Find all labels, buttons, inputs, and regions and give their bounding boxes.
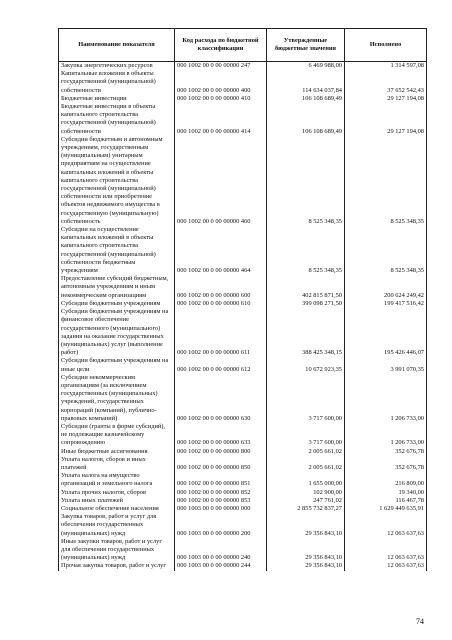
row-approved: 114 634 037,84 bbox=[267, 70, 345, 95]
row-code: 000 1003 00 0 00 00000 200 bbox=[175, 513, 267, 538]
row-code: 000 1003 00 0 00 00000 244 bbox=[175, 562, 267, 570]
row-approved: 29 356 843,10 bbox=[267, 513, 345, 538]
row-name: Закупка товаров, работ и услуг для обеспечения государственных (муниципальных) нужд bbox=[59, 513, 175, 538]
row-name: Бюджетные инвестиции bbox=[59, 95, 175, 103]
row-executed: 8 525 348,35 bbox=[345, 226, 427, 275]
row-approved: 2 005 661,02 bbox=[267, 448, 345, 456]
row-executed: 352 676,78 bbox=[345, 448, 427, 456]
table-row bbox=[59, 562, 427, 570]
row-approved: 106 108 689,49 bbox=[267, 95, 345, 103]
row-code: 000 1002 00 0 00 00000 410 bbox=[175, 95, 267, 103]
row-approved: 2 005 661,02 bbox=[267, 456, 345, 472]
row-executed: 12 063 637,63 bbox=[345, 538, 427, 563]
row-approved: 8 525 348,35 bbox=[267, 226, 345, 275]
row-name: Закупка энергетических ресурсов bbox=[59, 62, 175, 71]
row-code: 000 1002 00 0 00 00000 247 bbox=[175, 62, 267, 71]
table-row bbox=[59, 70, 427, 95]
row-code: 000 1002 00 0 00 00000 853 bbox=[175, 497, 267, 505]
header-indicator-name: Наименование показателя bbox=[59, 29, 175, 62]
row-executed: 12 063 637,63 bbox=[345, 562, 427, 570]
table-row bbox=[59, 300, 427, 308]
table-body bbox=[59, 62, 427, 571]
table-row bbox=[59, 489, 427, 497]
row-code: 000 1002 00 0 00 00000 460 bbox=[175, 136, 267, 226]
row-name: Иные бюджетные ассигнования bbox=[59, 448, 175, 456]
row-code: 000 1002 00 0 00 00000 464 bbox=[175, 226, 267, 275]
row-executed: 29 127 194,08 bbox=[345, 95, 427, 103]
row-name: Иные закупки товаров, работ и услуг для обеспечения государственных (муниципальных) нужд bbox=[59, 538, 175, 563]
row-executed: 199 417 516,42 bbox=[345, 300, 427, 308]
row-name: Прочая закупка товаров, работ и услуг bbox=[59, 562, 175, 570]
row-approved: 388 425 348,15 bbox=[267, 308, 345, 357]
row-name: Уплата прочих налогов, сборов bbox=[59, 489, 175, 497]
row-approved: 399 098 271,50 bbox=[267, 300, 345, 308]
row-executed: 200 624 249,42 bbox=[345, 275, 427, 300]
row-name: Уплата налога на имущество организаций и земельного налога bbox=[59, 472, 175, 488]
row-executed: 1 206 733,00 bbox=[345, 374, 427, 423]
row-executed: 3 991 070,35 bbox=[345, 357, 427, 373]
row-approved: 6 469 988,00 bbox=[267, 62, 345, 71]
row-name: Уплата налогов, сборов и иных платежей bbox=[59, 456, 175, 472]
row-name: Капитальные вложения в объекты государственной (муниципальной) собственности bbox=[59, 70, 175, 95]
row-code: 000 1002 00 0 00 00000 851 bbox=[175, 472, 267, 488]
row-code: 000 1002 00 0 00 00000 600 bbox=[175, 275, 267, 300]
table-row bbox=[59, 62, 427, 71]
row-name: Субсидии некоммерческим организациям (за исключением государственных (муниципальных) учреждений, государственных корпораций (компаний), публично-правовых компаний) bbox=[59, 374, 175, 423]
table-row bbox=[59, 497, 427, 505]
row-approved: 2 855 732 837,27 bbox=[267, 505, 345, 513]
table-row bbox=[59, 374, 427, 423]
row-approved: 3 717 600,00 bbox=[267, 423, 345, 448]
row-code: 000 1002 00 0 00 00000 630 bbox=[175, 374, 267, 423]
table-row bbox=[59, 95, 427, 103]
row-name: Субсидии бюджетным учреждениям bbox=[59, 300, 175, 308]
row-code: 000 1002 00 0 00 00000 800 bbox=[175, 448, 267, 456]
table-row bbox=[59, 423, 427, 448]
table-row bbox=[59, 226, 427, 275]
row-executed: 8 525 348,35 bbox=[345, 136, 427, 226]
table-row bbox=[59, 456, 427, 472]
table-row bbox=[59, 103, 427, 136]
table-row bbox=[59, 505, 427, 513]
row-approved: 102 900,00 bbox=[267, 489, 345, 497]
budget-execution-table bbox=[58, 28, 427, 571]
row-name: Субсидии (гранты в форме субсидий), не подлежащие казначейскому сопровождению bbox=[59, 423, 175, 448]
row-executed: 29 127 194,08 bbox=[345, 103, 427, 136]
row-approved: 8 525 348,35 bbox=[267, 136, 345, 226]
row-name: Субсидии бюджетным учреждениям на финансовое обеспечение государственного (муниципального) задания на оказание государственных (муниципальных) услуг (выполнение работ) bbox=[59, 308, 175, 357]
row-approved: 247 761,02 bbox=[267, 497, 345, 505]
page-number: 74 bbox=[416, 617, 424, 626]
row-executed: 19 340,00 bbox=[345, 489, 427, 497]
table-row bbox=[59, 308, 427, 357]
table-row bbox=[59, 136, 427, 226]
header-budget-code: Код расхода по бюджетной классификации bbox=[175, 29, 267, 62]
row-code: 000 1002 00 0 00 00000 414 bbox=[175, 103, 267, 136]
table-row bbox=[59, 275, 427, 300]
row-code: 000 1002 00 0 00 00000 850 bbox=[175, 456, 267, 472]
row-code: 000 1002 00 0 00 00000 633 bbox=[175, 423, 267, 448]
row-code: 000 1002 00 0 00 00000 610 bbox=[175, 300, 267, 308]
row-executed: 1 206 733,00 bbox=[345, 423, 427, 448]
row-code: 000 1003 00 0 00 00000 000 bbox=[175, 505, 267, 513]
row-name: Субсидии на осуществление капитальных вложений в объекты капитального строительства государственной (муниципальной) собственности бюджетным учреждениям bbox=[59, 226, 175, 275]
row-code: 000 1002 00 0 00 00000 852 bbox=[175, 489, 267, 497]
row-executed: 216 809,00 bbox=[345, 472, 427, 488]
row-executed: 12 063 637,63 bbox=[345, 513, 427, 538]
row-approved: 10 672 923,35 bbox=[267, 357, 345, 373]
row-name: Социальное обеспечение населения bbox=[59, 505, 175, 513]
row-code: 000 1002 00 0 00 00000 611 bbox=[175, 308, 267, 357]
row-code: 000 1002 00 0 00 00000 400 bbox=[175, 70, 267, 95]
row-approved: 29 356 843,10 bbox=[267, 562, 345, 570]
row-approved: 106 108 689,49 bbox=[267, 103, 345, 136]
table-row bbox=[59, 513, 427, 538]
row-code: 000 1002 00 0 00 00000 612 bbox=[175, 357, 267, 373]
row-name: Предоставление субсидий бюджетным, автономным учреждениям и иным некоммерческим организациям bbox=[59, 275, 175, 300]
header-approved-values: Утвержденные бюджетные значения bbox=[267, 29, 345, 62]
row-code: 000 1003 00 0 00 00000 240 bbox=[175, 538, 267, 563]
table-row bbox=[59, 538, 427, 563]
row-executed: 1 314 597,08 bbox=[345, 62, 427, 71]
row-name: Субсидии бюджетным учреждениям на иные цели bbox=[59, 357, 175, 373]
header-executed: Исполнено bbox=[345, 29, 427, 62]
row-executed: 116 467,78 bbox=[345, 497, 427, 505]
row-executed: 195 426 446,07 bbox=[345, 308, 427, 357]
row-approved: 402 815 871,50 bbox=[267, 275, 345, 300]
table-row bbox=[59, 472, 427, 488]
row-approved: 3 717 600,00 bbox=[267, 374, 345, 423]
row-name: Субсидии бюджетным и автономным учреждениям, государственным (муниципальным) унитарным предприятиям на осуществление капитальных вложений в объекты капитального строительства государственной (муниципальной) собственности или приобретение объектов недвижимого имущества в государственную (муниципальную) собственность bbox=[59, 136, 175, 226]
row-name: Уплата иных платежей bbox=[59, 497, 175, 505]
row-executed: 37 652 542,43 bbox=[345, 70, 427, 95]
row-approved: 29 356 843,10 bbox=[267, 538, 345, 563]
table-row bbox=[59, 448, 427, 456]
table-header-row bbox=[59, 29, 427, 62]
row-approved: 1 655 000,00 bbox=[267, 472, 345, 488]
row-executed: 1 629 449 635,91 bbox=[345, 505, 427, 513]
row-name: Бюджетные инвестиции в объекты капитального строительства государственной (муниципальной) собственности bbox=[59, 103, 175, 136]
row-executed: 352 676,78 bbox=[345, 456, 427, 472]
table-row bbox=[59, 357, 427, 373]
